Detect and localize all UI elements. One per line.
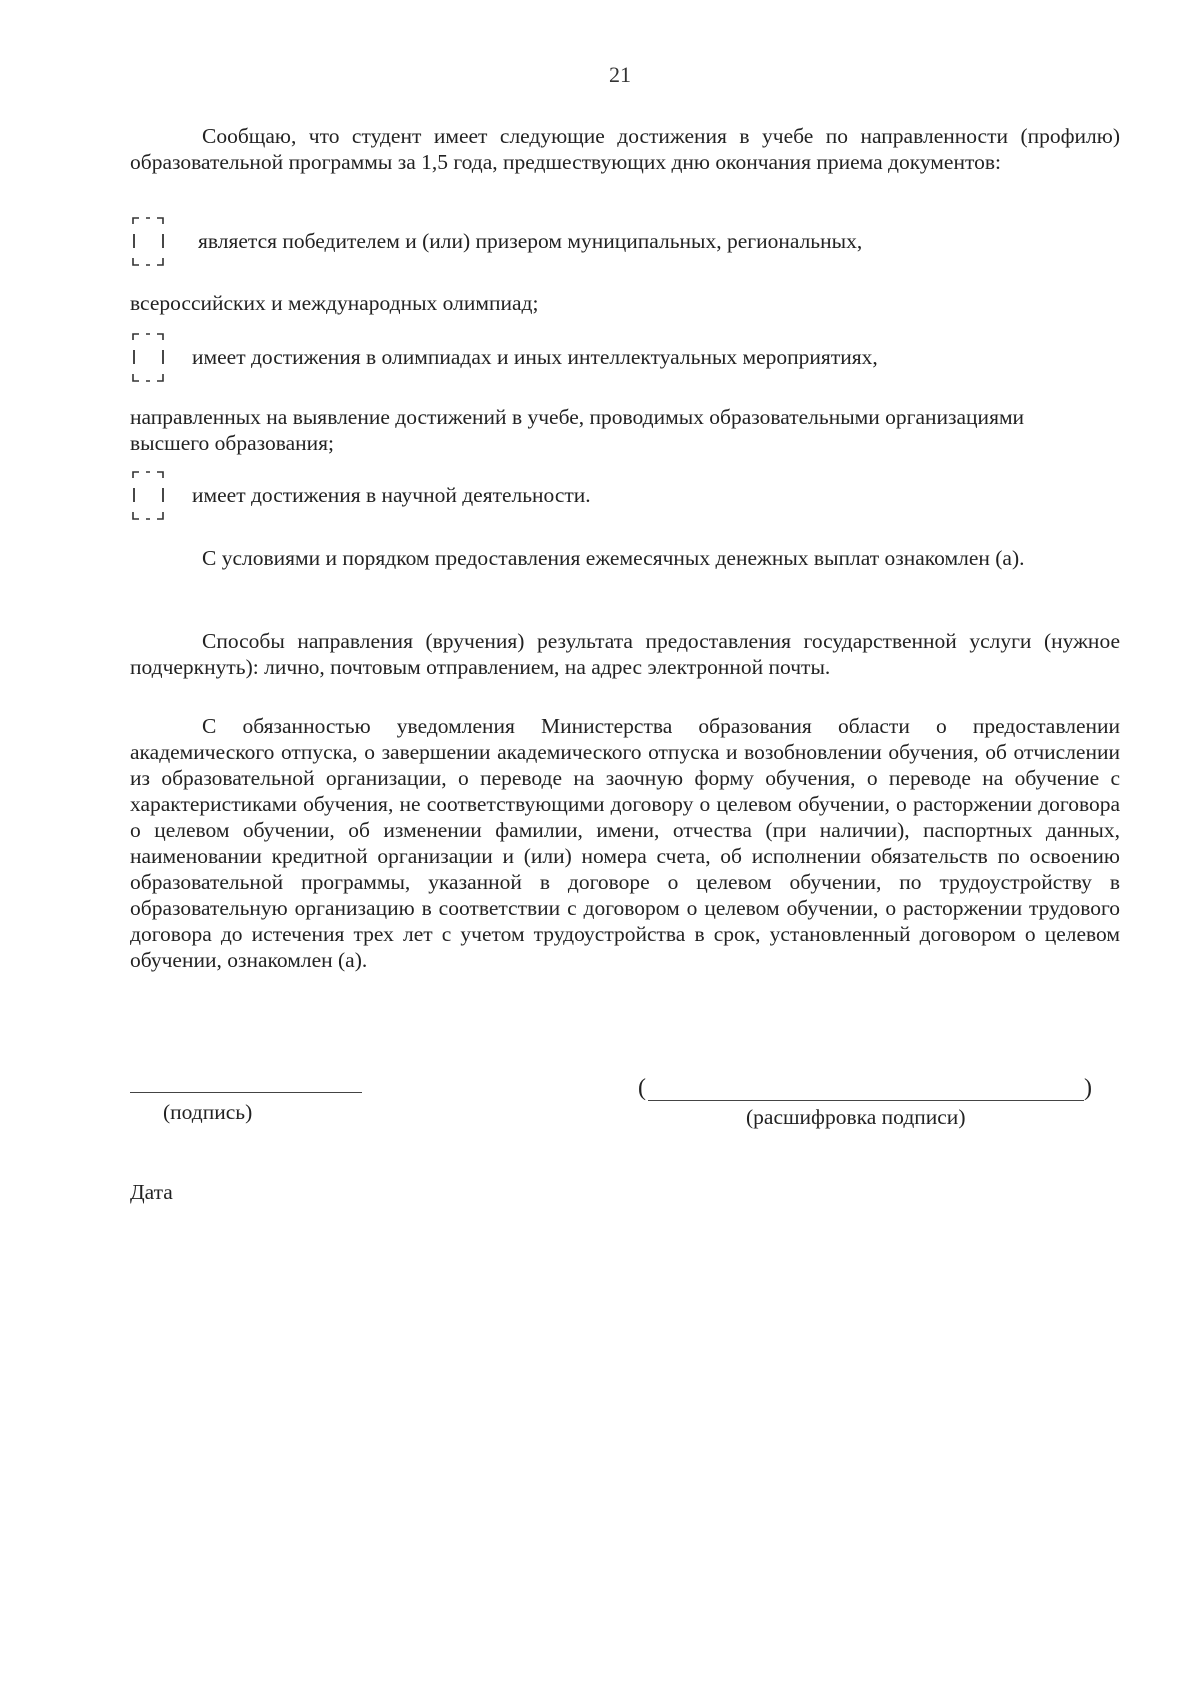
checkbox-item-intellectual-events[interactable] [130, 328, 1120, 400]
checkbox-icon[interactable] [130, 212, 166, 270]
checkbox-label: имеет достижения в олимпиадах и иных интеллектуальных мероприятиях, [192, 345, 878, 369]
obligation-paragraph: С обязанностью уведомления Министерства образования области о предоставлении академического отпуска, о завершении академического отпуска и возобновлении обучения, об отчислении из образовательной организации, о переводе на заочную форму обучения, о переводе на обучение с характеристиками обучения, не соответствующими договору о целевом обучении, о расторжении договора о целевом обучении, об изменении фамилии, имени, отчества (при наличии), паспортных данных, наименовании кредитной организации и (или) номера счета, об исполнении обязательств по освоению образовательной программы, указанной в договоре о целевом обучении, по трудоустройству в образовательную организацию в соответствии с договором о целевом обучении, о расторжении трудового договора до истечения трех лет с учетом трудоустройства в срок, установленный договором о целевом обучении, ознакомлен (а). [130, 714, 1120, 972]
decoding-paren-open: ( [638, 1075, 646, 1101]
date-label: Дата [130, 1180, 173, 1204]
decoding-paren-close: ) [1084, 1075, 1092, 1101]
checkbox-icon[interactable] [130, 328, 166, 386]
checkbox-continuation: всероссийских и международных олимпиад; [130, 291, 539, 315]
signature-label: (подпись) [163, 1100, 253, 1124]
checkbox-item-research[interactable] [130, 466, 1120, 538]
checkbox-label: является победителем и (или) призером муниципальных, региональных, [198, 229, 863, 253]
checkbox-item-olympiad-winner[interactable] [130, 212, 1120, 284]
intro-paragraph: Сообщаю, что студент имеет следующие достижения в учебе по направленности (профилю) образовательной программы за 1,5 года, предшествующих дню окончания приема документов: [130, 124, 1120, 174]
delivery-paragraph: Способы направления (вручения) результата предоставления государственной услуги (нужное подчеркнуть): лично, почтовым отправлением, на адрес электронной почты. [130, 629, 1120, 679]
checkbox-icon[interactable] [130, 466, 166, 524]
checkbox-label: имеет достижения в научной деятельности. [192, 483, 591, 507]
signature-decoding-line[interactable] [648, 1100, 1084, 1101]
signature-line[interactable] [130, 1092, 362, 1093]
signature-decoding-label: (расшифровка подписи) [746, 1105, 966, 1129]
terms-paragraph: С условиями и порядком предоставления ежемесячных денежных выплат ознакомлен (а). [202, 546, 1025, 570]
page-number: 21 [609, 62, 631, 87]
checkbox-continuation: направленных на выявление достижений в учебе, проводимых образовательными организациями высшего образования; [130, 405, 1025, 455]
